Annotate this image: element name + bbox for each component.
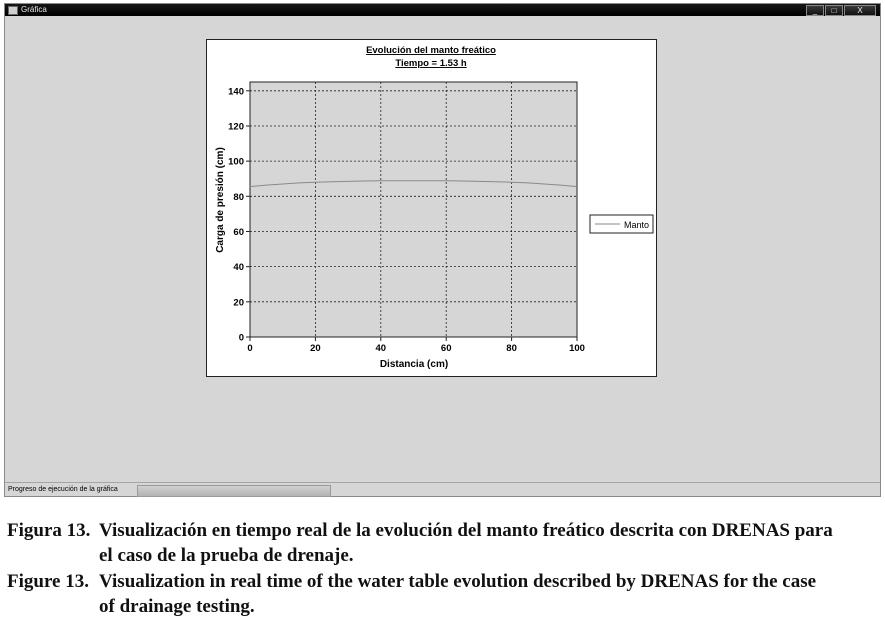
caption-es-label: Figura 13. bbox=[7, 520, 91, 541]
progress-fill bbox=[138, 486, 330, 496]
x-tick-label: 20 bbox=[310, 343, 321, 354]
y-tick-label: 80 bbox=[233, 191, 244, 203]
legend bbox=[590, 215, 653, 233]
caption-english bbox=[7, 569, 879, 619]
y-tick-label: 60 bbox=[233, 226, 244, 238]
progress-bar bbox=[137, 485, 331, 497]
title-bar[interactable] bbox=[5, 4, 880, 16]
x-tick-label: 60 bbox=[440, 343, 452, 354]
status-bar bbox=[5, 482, 880, 498]
graph-window bbox=[4, 3, 881, 497]
caption-es-line1: Visualización en tiempo real de la evolución del manto freático descrita con DRENAS para bbox=[99, 520, 833, 541]
y-tick-label: 0 bbox=[238, 332, 244, 344]
x-tick-label: 0 bbox=[247, 343, 253, 354]
minimize-button[interactable]: _ bbox=[806, 5, 824, 16]
y-tick-label: 100 bbox=[228, 156, 244, 168]
window-controls bbox=[806, 5, 876, 16]
legend-label: Manto bbox=[624, 220, 650, 230]
chart-panel bbox=[206, 39, 657, 377]
x-axis-label: Distancia (cm) bbox=[379, 359, 449, 370]
caption-en-line2: of drainage testing. bbox=[99, 596, 255, 617]
y-tick-label: 120 bbox=[228, 121, 244, 133]
app-icon bbox=[8, 6, 18, 15]
caption-en-label: Figure 13. bbox=[7, 571, 89, 592]
x-tick-label: 40 bbox=[375, 343, 387, 354]
caption-es-line2: el caso de la prueba de drenaje. bbox=[99, 545, 354, 566]
progress-label: Progreso de ejecución de la gráfica bbox=[8, 486, 118, 493]
y-tick-label: 20 bbox=[233, 297, 244, 309]
y-tick-label: 40 bbox=[233, 262, 244, 274]
chart-title: Evolución del manto freático bbox=[366, 45, 496, 56]
close-button[interactable]: X bbox=[844, 5, 876, 16]
y-axis-label: Carga de presión (cm) bbox=[215, 147, 226, 253]
x-tick-label: 80 bbox=[506, 343, 517, 354]
chart bbox=[207, 40, 656, 376]
x-tick-label: 100 bbox=[569, 343, 585, 354]
window-title: Gráfica bbox=[21, 5, 47, 14]
caption-en-line1: Visualization in real time of the water table evolution described by DRENAS for the case bbox=[99, 571, 817, 592]
maximize-button[interactable]: □ bbox=[825, 5, 843, 16]
y-tick-label: 140 bbox=[228, 86, 244, 98]
caption-spanish bbox=[7, 518, 879, 568]
plot-area bbox=[250, 82, 577, 337]
chart-subtitle: Tiempo = 1.53 h bbox=[395, 58, 467, 69]
